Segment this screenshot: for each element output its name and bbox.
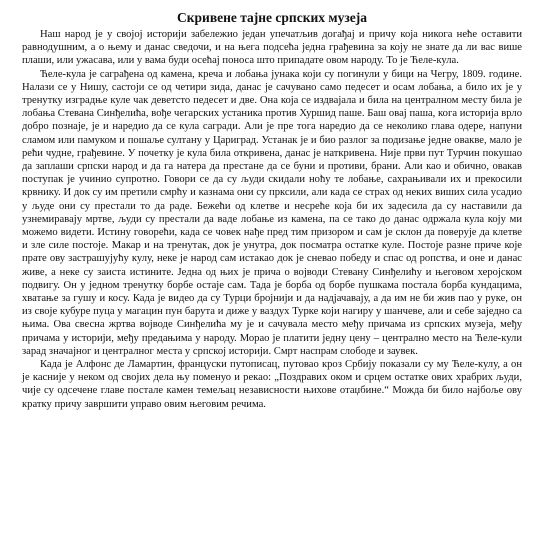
paragraph-history: Ћеле-кула је саграђена од камена, креча и лобања јунака који су погинули у бици на Чегру, 1809. године. Налази се у Нишу, састоји се од четири зида, данас је сачувано само педесет и осам лобања, а било их је у тренутку изградње куле чак деветсто педесет и две. Она која се издвајала и била на централном месту била је лобања Стевана Синђелића, вође чегарских устаника против Хуршид паше. Баш овај паша, кога историја врло добро познаје, је и наредио да се кула сагради. Али је пре тога наредио да се неколико глава одере, напуни сламом или памуком и пошаље султану у Цариград. Устанак је и био разлог за подизање једне овакве, мало је рећи чудне, грађевине. У почетку је кула била откривена, данас је наткривена. Није први пут Турчин покушао да заплаши српски народ и да га натера да престане да се буни и противи, брани. Али као и обично, овакав поступак је учинио супротно. Говори се да су људи скидали ноћу те лобање, сахрањивали их и прекосили крвнику. И док су им претили смрћу и казнама они су прксили, али када се страх од неких виших сила усадио у људе они су престали то да раде. Бежећи од клетве и несреће која би их задесила да су наставили да узнемиравају мртве, људи су престали да ваде лобање из камена, па се тако до данас одржала кула коју ми можемо видети. Истину говорећи, када се човек нађе пред тим призором и сам је склон да поверује да клетве и зле силе постоје. Макар и на тренутак, док је унутра, док посматра остатке куле. Постоје разне приче које прате ову застрашујућу кулу, неке је народ сам истакао док је сневао победу и спас од ропства, и оне и данас живе, а неке су заиста истините. Једна од њих је прича о војводи Стевану Синђелићу и његовом херојском подвигу. Он у једном тренутку борбе остаје сам. Тада је борба од борбе пушкама постала борба кундацима, хватање за гушу и косу. Када је видео да су Турци бројнији и да надјачавају, а да им не би жив пао у руке, он из своје кубуре пуца у магацин пун барута и диже у ваздух Турке који нагиру у шанчеве, али и себе заједно са њима. Ова свесна жртва војводе Синђелића му је и сачувала место међу причама из српских музеја, међу причама у историји, међу предањима у народу. Морао је платити једну цену – централно место на Ћеле-кули зарад значајног и централног места у српској историји. Смрт наспрам слободе и заувек.: [22, 68, 522, 357]
paragraph-intro: Наш народ је у својој историји забележио један упечатљив догађај и причу која никога неће оставити равнодушним, а о њему и данас сведочи, и на њега подсећа једна грађевина за коју не знате да ли вас више плаши, или ужасава, или у вама буди осећај поноса што припадате овом народу. То је Ћеле-кула.: [22, 29, 522, 67]
document-title: Скривене тајне српских музеја: [177, 10, 367, 25]
document-page: [22, 10, 522, 411]
paragraph-lamartine: Када је Алфонс де Ламартин, француски путописац, путовао кроз Србију показали су му Ћеле-кулу, а он је касније у неком од својих дела њу поменуо и рекао: „Поздравих оком и срцем остатке ових храбрих људи, чије су одсечене главе постале камен темељац независности њихове отаџбине.“ Можда би било најбоље ову кратку причу завршити управо овим његовим речима.: [22, 359, 522, 410]
